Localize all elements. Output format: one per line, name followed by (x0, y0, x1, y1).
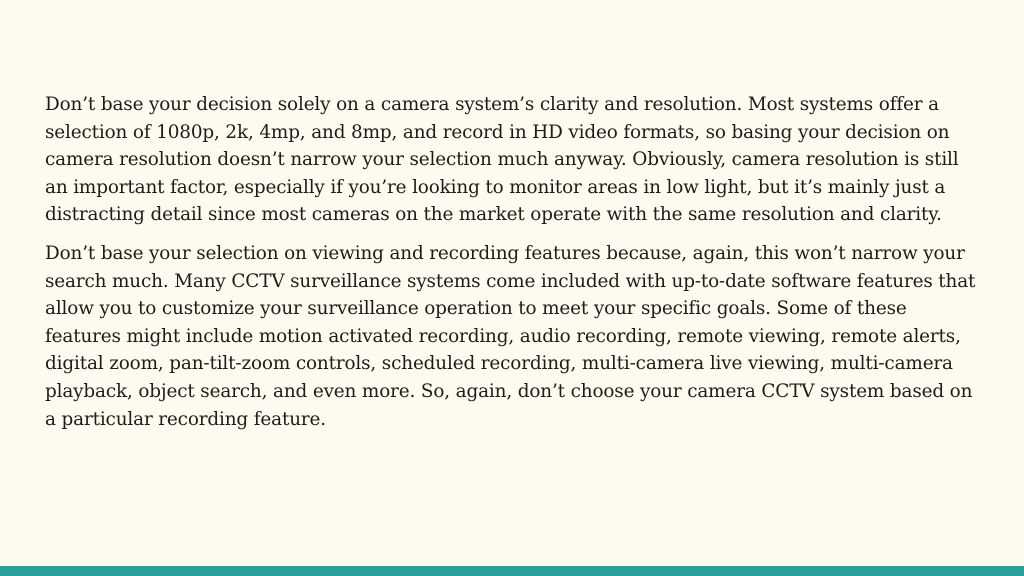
paragraph-recording-features: Don’t base your selection on viewing and recording features because, again, this won’t narrow your search much. Many CCTV surveillance systems come included with up-to-date software features that allow you to customize your surveillance operation to meet your specific goals. Some of these features might include motion activated recording, audio recording, remote viewing, remote alerts, digital zoom, pan-tilt-zoom controls, scheduled recording, multi-camera live viewing, multi-camera playback, object search, and even more. So, again, don’t choose your camera CCTV system based on a particular recording feature. (45, 242, 976, 430)
paragraph-resolution: Don’t base your decision solely on a camera system’s clarity and resolution. Most systems offer a selection of 1080p, 2k, 4mp, and 8mp, and record in HD video formats, so basing your decision on camera resolution doesn’t narrow your selection much anyway. Obviously, camera resolution is still an important factor, especially if you’re looking to monitor areas in low light, but it’s mainly just a distracting detail since most cameras on the market operate with the same resolution and clarity. (45, 94, 959, 226)
accent-bottom-bar (0, 566, 1024, 576)
text-content (45, 91, 985, 444)
